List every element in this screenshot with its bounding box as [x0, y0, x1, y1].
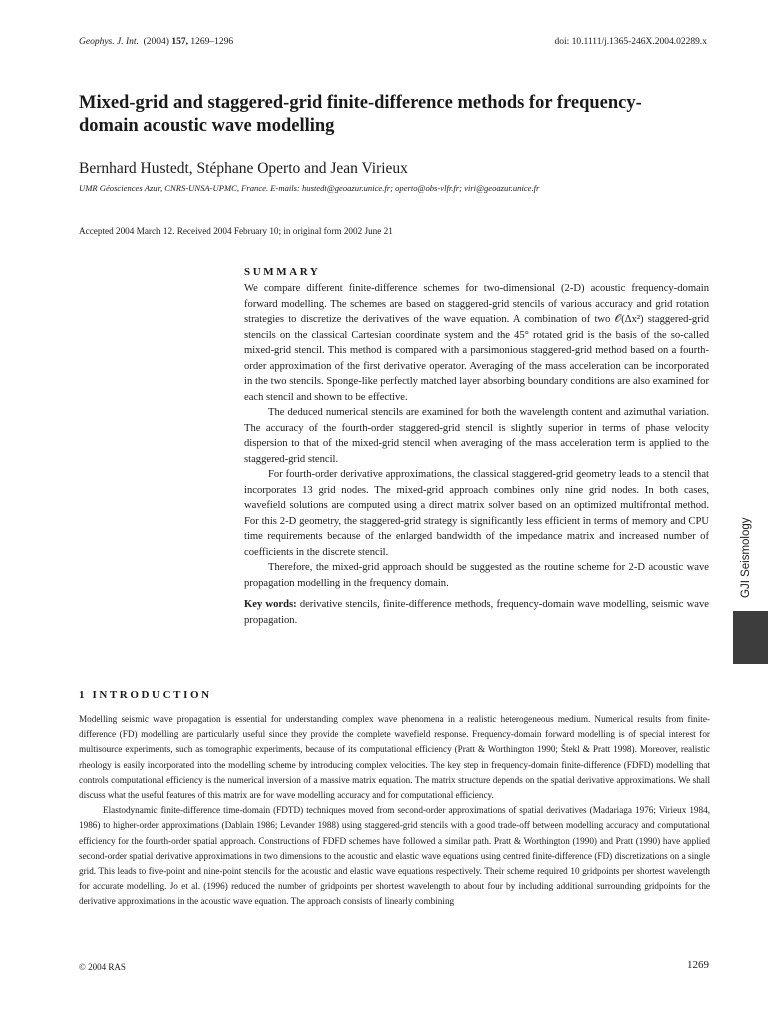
accepted-dates: Accepted 2004 March 12. Received 2004 February 10; in original form 2002 June 21	[79, 226, 393, 236]
keywords-label: Key words:	[244, 599, 297, 610]
running-header	[79, 37, 233, 47]
introduction-body	[79, 712, 710, 910]
summary-paragraph: For fourth-order derivative approximations, the classical staggered-grid geometry leads to a stencil that incorporates 13 grid nodes. The mixed-grid approach combines only nine grid nodes. In both cases, wavefield solutions are computed using a direct matrix solver based on an optimized multifrontal method. For this 2-D geometry, the staggered-grid strategy is significantly less efficient in terms of memory and CPU time requirements because of the enlarged bandwidth of the impedance matrix and increased number of coefficients in the discrete stencil.	[244, 469, 709, 558]
body-paragraph: Elastodynamic finite-difference time-domain (FDTD) techniques moved from second-order approximations of spatial derivatives (Madariaga 1976; Virieux 1984, 1986) to higher-order approximations (Dablain 1986; Levander 1988) using staggered-grid stencils with a good trade-off between modelling accuracy and computational efficiency for the fourth-order spatial approach. Constructions of FDFD schemes have followed a similar path. Pratt & Worthington (1990) and Pratt (1990) have applied second-order spatial derivative approximations in two dimensions to the acoustic and elastic wave equations using centred finite-difference (FD) discretizations on a single grid. This leads to five-point and nine-point stencils for the acoustic and elastic wave equations respectively. Their scheme required 10 gridpoints per shortest wavelength for accurate modelling. Jo et al. (1996) reduced the number of gridpoints per shortest wavelength to about four by including additional surrounding gridpoints for the derivative approximations in the acoustic wave equation. The approach consists of linearly combining	[79, 805, 710, 907]
doi[interactable]: doi: 10.1111/j.1365-246X.2004.02289.x	[554, 37, 707, 47]
summary-paragraph: We compare different finite-difference schemes for two-dimensional (2-D) acoustic frequency-domain forward modelling. The schemes are based on staggered-grid stencils of various accuracy and grid rotation strategies to discretize the derivatives of the wave equation. A combination of two 𝒪(Δx²) staggered-grid stencils on the classical Cartesian coordinate system and the 45° rotated grid is the basis of the so-called mixed-grid stencil. This method is compared with a parsimonious staggered-grid method based on a fourth-order approximation of the first derivative operator. Averaging of the mass acceleration can be incorporated in the two stencils. Sponge-like perfectly matched layer absorbing boundary conditions are also examined for each stencil and shown to be effective.	[244, 283, 709, 403]
introduction-heading: 1 INTRODUCTION	[79, 689, 212, 701]
article-title: Mixed-grid and staggered-grid finite-difference methods for frequency-domain acoustic wave modelling	[79, 93, 642, 136]
affiliation: UMR Géosciences Azur, CNRS-UNSA-UPMC, France. E-mails: hustedt@geoazur.unice.fr; operto@obs-vlfr.fr; viri@geoazur.unice.fr	[79, 183, 540, 193]
body-paragraph: Modelling seismic wave propagation is essential for understanding complex wave phenomena in a realistic heterogeneous medium. Numerical results from finite-difference (FD) modelling are particularly useful since they provide the complete wavefield response. Frequency-domain forward modelling is of special interest for multisource experiments, such as tomographic experiments, because of its computational efficiency (Pratt & Worthington 1990; Štekl & Pratt 1998). Moreover, realistic rheology is easily incorporated into the modelling scheme by introducing complex velocities. The key step in frequency-domain finite-difference (FDFD) modelling that controls computational efficiency is the numerical inversion of a massive matrix equation. The matrix structure depends on the spatial derivative approximations. We shall discuss what the useful features of this matrix are for wave modelling accuracy and for computational efficiency.	[79, 714, 710, 801]
journal-volume: 157,	[171, 37, 188, 47]
copyright: © 2004 RAS	[79, 962, 126, 972]
section-sidebar-tab	[733, 611, 768, 664]
journal-pages: 1269–1296	[190, 37, 234, 47]
authors: Bernhard Hustedt, Stéphane Operto and Jean Virieux	[79, 160, 408, 177]
summary-paragraph: Therefore, the mixed-grid approach should be suggested as the routine scheme for 2-D acoustic wave propagation modelling in the frequency domain.	[244, 562, 709, 589]
page-number: 1269	[687, 959, 709, 971]
keywords-list: derivative stencils, finite-difference methods, frequency-domain wave modelling, seismic wave propagation.	[244, 599, 709, 626]
journal-year: (2004)	[143, 37, 169, 47]
summary-paragraph: The deduced numerical stencils are examined for both the wavelength content and azimuthal variation. The accuracy of the fourth-order staggered-grid stencil is slightly superior in terms of phase velocity dispersion to that of the mixed-grid stencil when averaging of the mass acceleration term is applied to the staggered-grid stencil.	[244, 407, 709, 465]
journal-name: Geophys. J. Int.	[79, 37, 139, 47]
summary-section	[244, 266, 709, 628]
section-sidebar-label: GJI Seismology	[740, 517, 752, 598]
keywords	[244, 597, 709, 628]
summary-heading: SUMMARY	[244, 266, 321, 278]
